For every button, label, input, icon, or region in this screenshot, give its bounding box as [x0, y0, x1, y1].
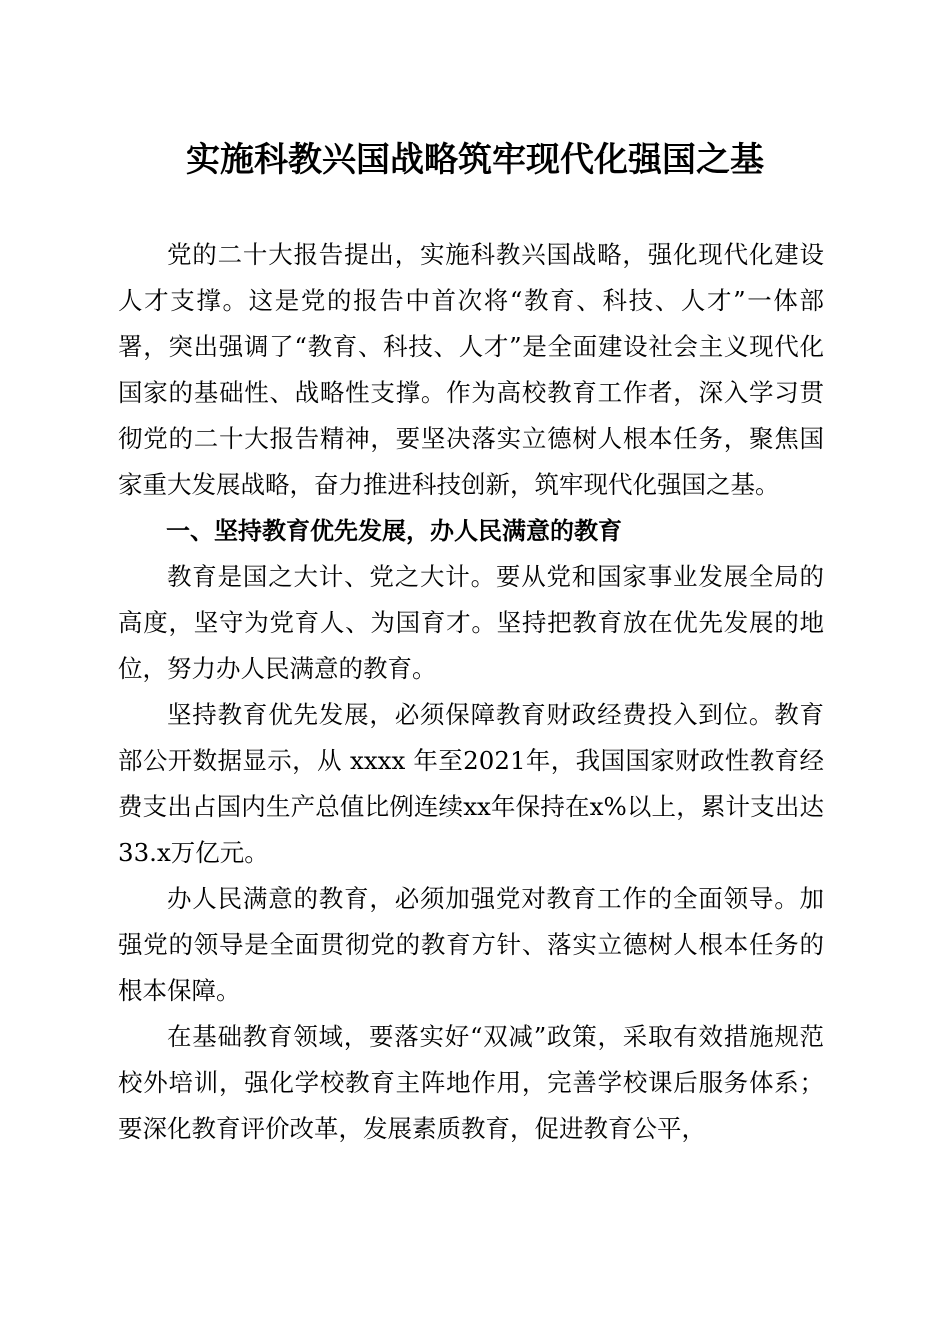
intro-paragraph: 党的二十大报告提出，实施科教兴国战略，强化现代化建设人才支撑。这是党的报告中首次将“教育、科技、人才”一体部署，突出强调了“教育、科技、人才”是全面建设社会主义现代化国家的基础性、战略性支撑。作为高校教育工作者，深入学习贯彻党的二十大报告精神，要坚决落实立德树人根本任务，聚焦国家重大发展战略，奋力推进科技创新，筑牢现代化强国之基。: [118, 240, 824, 499]
section1-paragraph-2: 坚持教育优先发展，必须保障教育财政经费投入到位。教育部公开数据显示，从 xxxx 年至2021年，我国国家财政性教育经费支出占国内生产总值比例连续xx年保持在x%以上，累计支出达33.x万亿元。: [118, 700, 824, 867]
section1-paragraph-3: 办人民满意的教育，必须加强党对教育工作的全面领导。加强党的领导是全面贯彻党的教育方针、落实立德树人根本任务的根本保障。: [118, 884, 824, 1005]
section-heading-1: 一、坚持教育优先发展，办人民满意的教育: [166, 517, 622, 545]
document-body: [118, 232, 824, 1152]
section1-paragraph-4: 在基础教育领域，要落实好“双减”政策，采取有效措施规范校外培训，强化学校教育主阵地作用，完善学校课后服务体系；要深化教育评价改革，发展素质教育，促进教育公平，: [118, 1022, 824, 1143]
section1-paragraph-1: 教育是国之大计、党之大计。要从党和国家事业发展全局的高度，坚守为党育人、为国育才。坚持把教育放在优先发展的地位，努力办人民满意的教育。: [118, 562, 824, 683]
document-title: 实施科教兴国战略筑牢现代化强国之基: [186, 140, 764, 180]
